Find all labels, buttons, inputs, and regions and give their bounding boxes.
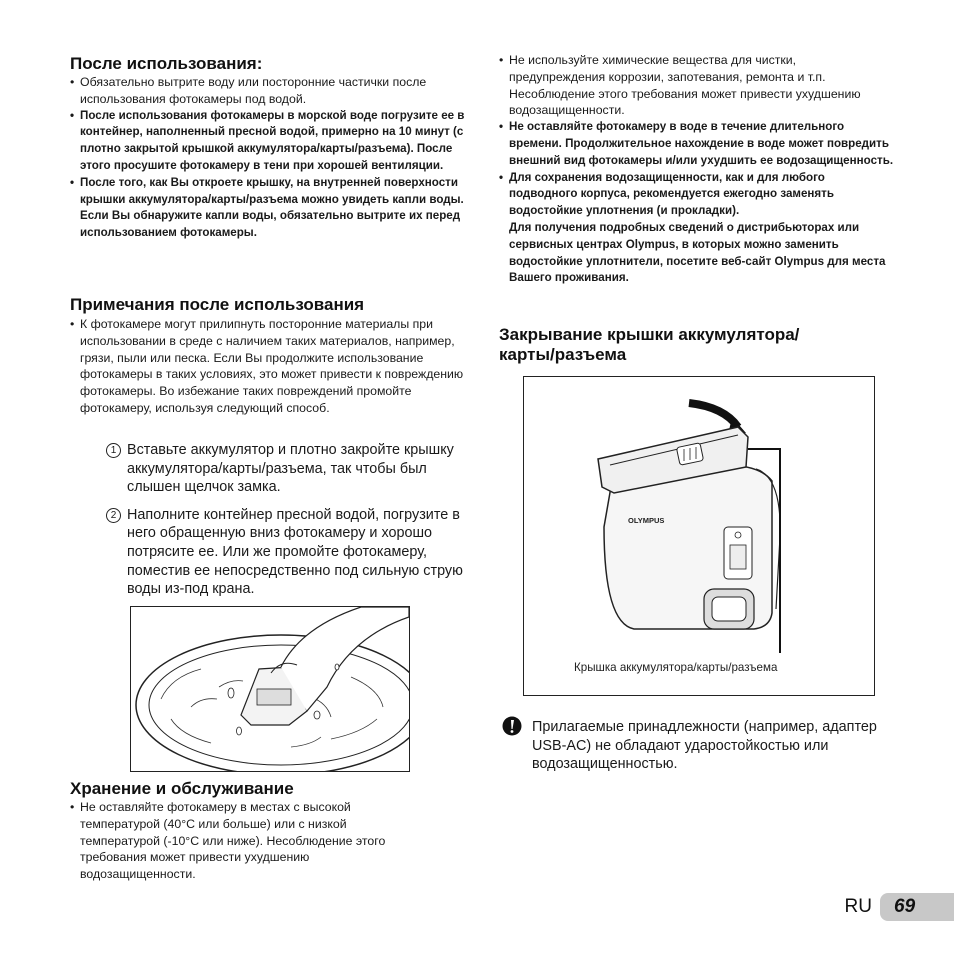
page-number: 69 — [880, 893, 954, 921]
list-item — [499, 170, 894, 288]
list-item: • Обязательно вытрите воду или посторонние частички после использования фотокамеры под водой. — [70, 74, 475, 108]
list-item: • Не оставляйте фотокамеру в воде в течение длительного времени. Продолжительное нахождение в воде может повредить внешний вид фотокамеры и/или ухудшить ее водозащищенность. — [499, 119, 894, 169]
step-text: Вставьте аккумулятор и плотно закройте крышку аккумулятора/карты/разъема, так чтобы был слышен щелчок замка. — [127, 442, 454, 496]
camera-illustration — [523, 376, 875, 696]
camera-drawing — [524, 377, 874, 695]
camera-caption: Крышка аккумулятора/карты/разъема — [574, 661, 778, 674]
step-number: 1 — [106, 443, 121, 458]
list-item: • Не используйте химические вещества для чистки, предупреждения коррозии, запотевания, ремонта и т.п. Несоблюдение этого требования может привести ухудшению водозащищенности. — [499, 52, 894, 119]
maintenance-list — [499, 52, 894, 287]
step-item — [70, 441, 475, 497]
cleaning-steps — [70, 441, 475, 599]
list-item: • После использования фотокамеры в морской воде погрузите ее в контейнер, наполненный пресной водой, примерно на 10 минут (с плотно закрытой крышкой аккумулятора/карты/разъема). После этого просушите фотокамеру в тени при хорошей вентиляции. — [70, 108, 475, 175]
list-item-extra: Для получения подробных сведений о дистрибьюторах или сервисных центрах Olympus, в которых можно заменить водостойкие уплотнители, посетите веб-сайт Olympus для места Вашего проживания. — [509, 220, 886, 285]
step-text: Наполните контейнер пресной водой, погрузите в него обращенную вниз фотокамеру и хорошо потрясите ее. Или же промойте фотокамеру, поместив ее непосредственно под сильную струю воды из-под крана. — [127, 506, 463, 598]
camera-brand-text: OLYMPUS — [628, 516, 665, 525]
caution-text: Прилагаемые принадлежности (например, адаптер USB-AC) не обладают ударостойкостью или водозащищенностью. — [532, 719, 877, 773]
storage-list — [70, 799, 410, 883]
notes-after-use-heading: Примечания после использования — [70, 295, 365, 314]
list-item: • После того, как Вы откроете крышку, на внутренней поверхности крышки аккумулятора/карты/разъема можно увидеть капли воды. Если Вы обнаружите капли воды, обязательно вытрите их перед использованием фотокамеры. — [70, 175, 475, 242]
washing-illustration — [130, 606, 410, 772]
closing-heading-line: Закрывание крышки аккумулятора/ — [499, 325, 800, 344]
closing-heading — [499, 325, 799, 365]
step-number: 2 — [106, 508, 121, 523]
storage-heading: Хранение и обслуживание — [70, 779, 294, 798]
after-use-list — [70, 74, 475, 242]
notes-list — [70, 316, 475, 417]
language-label: RU — [844, 896, 872, 917]
after-use-heading: После использования: — [70, 54, 263, 73]
exclamation-icon — [502, 716, 522, 736]
list-item: • Не оставляйте фотокамеру в местах с высокой температурой (40°C или больше) или с низкой температурой (-10°C или ниже). Несоблюдение этого требования может привести ухудшению водозащищенности. — [70, 799, 410, 883]
list-item: • К фотокамере могут прилипнуть посторонние материалы при использовании в среде с наличием таких материалов, например, грязи, пыли или песка. Если Вы продолжите использование фотокамеры в таких условиях, это может привести к повреждению фотокамеры. Во избежание таких повреждений промойте фотокамеру, используя следующий способ. — [70, 316, 475, 417]
washing-drawing — [131, 607, 409, 771]
list-item-text: • Для сохранения водозащищенности, как и для любого подводного корпуса, рекомендуется ежегодно заменять водостойкие уплотнения (и прокладки). — [509, 170, 834, 218]
page-number-badge — [845, 893, 954, 921]
closing-heading-line: карты/разъема — [499, 345, 627, 364]
step-item — [70, 506, 475, 599]
